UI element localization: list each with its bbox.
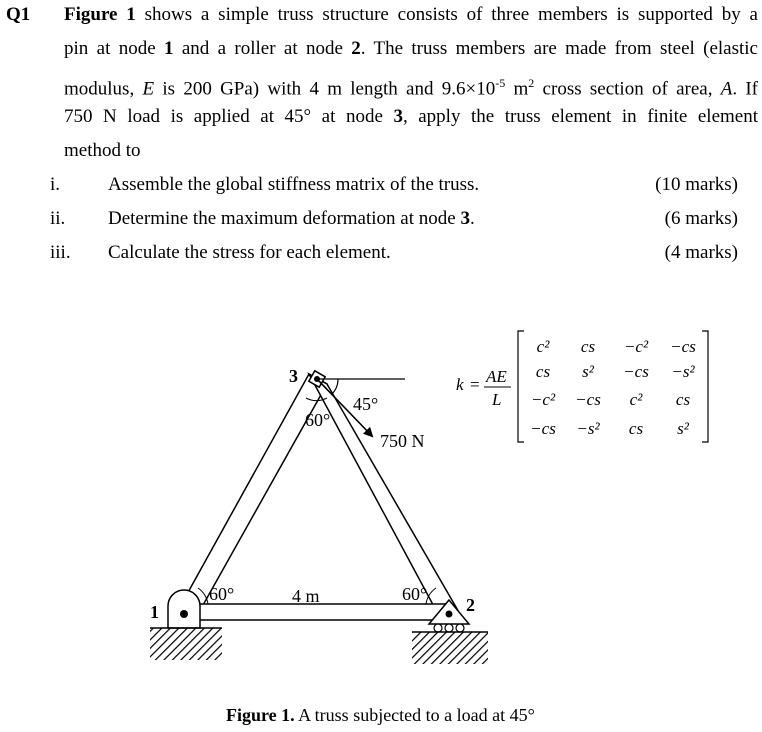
- marks-label: (10 marks): [655, 174, 738, 195]
- roman-numeral: i.: [50, 174, 61, 195]
- length-label: 4 m: [292, 586, 320, 606]
- para-line-2: [64, 34, 758, 64]
- matrix-cell-r1c1: c²: [536, 337, 550, 356]
- text-run: is 200 GPa) with 4 m length and 9.6×10: [154, 78, 496, 100]
- text-run: , apply the truss element in finite element: [402, 106, 758, 127]
- node-3-label: 3: [289, 366, 298, 386]
- figure-caption: [226, 705, 535, 726]
- matrix-cell-r4c4: s²: [677, 419, 689, 438]
- left-bracket: [518, 331, 524, 442]
- text-run: and a roller at node: [173, 38, 352, 59]
- subquestion-text: Calculate the stress for each element.: [108, 242, 391, 263]
- caption-label: Figure 1.: [226, 705, 295, 725]
- matrix-cell-r4c2: −s²: [576, 419, 600, 438]
- symbol-E: E: [142, 78, 155, 100]
- text-run: cross section of area,: [534, 78, 721, 100]
- marks-label: (6 marks): [664, 208, 738, 229]
- text-run: m: [505, 78, 529, 100]
- para-line-3: [64, 68, 758, 98]
- exponent: 2: [528, 76, 535, 90]
- matrix-denominator: L: [492, 390, 502, 409]
- matrix-cell-r1c3: −c²: [623, 337, 649, 356]
- stiffness-matrix: [456, 331, 708, 442]
- node-ref: 2: [351, 38, 361, 59]
- matrix-cells: [530, 337, 696, 438]
- para-line-5: method to: [64, 140, 141, 161]
- matrix-cell-r1c2: cs: [580, 337, 596, 356]
- member-2-3: [309, 374, 460, 614]
- matrix-cell-r2c2: s²: [582, 362, 594, 381]
- node-1-label: 1: [150, 602, 159, 622]
- matrix-cell-r4c1: −cs: [530, 419, 556, 438]
- text-run: pin at node: [64, 38, 164, 59]
- matrix-cell-r2c1: cs: [535, 362, 551, 381]
- text-run: . If: [732, 78, 759, 100]
- para-line-1: [64, 0, 758, 30]
- figure-ref: Figure 1: [64, 4, 136, 25]
- node-ref: 3: [393, 106, 403, 127]
- matrix-cell-r3c3: c²: [629, 390, 643, 409]
- node-ref: 1: [163, 38, 174, 59]
- para-line-4: [64, 102, 758, 132]
- symbol-A: A: [720, 78, 733, 100]
- matrix-cell-r2c4: −s²: [671, 362, 695, 381]
- subquestion-text: [108, 204, 475, 234]
- load-angle-label: 45°: [353, 394, 379, 414]
- node-2-label: 2: [466, 595, 475, 615]
- text-run: shows a simple truss structure consists of three members is supported by a: [135, 4, 758, 25]
- matrix-equals: =: [470, 375, 480, 394]
- angle-label-node-1: 60°: [209, 584, 235, 604]
- matrix-cell-r1c4: −cs: [670, 337, 696, 356]
- caption-text: A truss subjected to a load at 45°: [294, 705, 535, 725]
- truss-figure: [0, 280, 762, 700]
- load-label: 750 N: [380, 431, 425, 451]
- text-run: Determine the maximum deformation at node: [108, 208, 461, 229]
- matrix-cell-r4c3: cs: [628, 419, 644, 438]
- question-number: Q1: [6, 4, 31, 25]
- subquestion-ii: [50, 204, 750, 234]
- subquestion-text: Assemble the global stiffness matrix of the truss.: [108, 174, 480, 195]
- text-run: 750 N load is applied at 45° at node: [64, 106, 394, 127]
- text-run: .: [469, 208, 475, 229]
- member-1-2: [182, 604, 450, 620]
- matrix-numerator: AE: [486, 367, 507, 386]
- node-ref: 3: [460, 208, 470, 229]
- roman-numeral: iii.: [50, 242, 71, 263]
- text-run: modulus,: [64, 78, 143, 100]
- subquestion-i: [50, 170, 750, 200]
- matrix-cell-r3c4: cs: [675, 390, 691, 409]
- right-bracket: [702, 331, 708, 442]
- marks-label: (4 marks): [664, 242, 738, 263]
- matrix-lhs: k: [456, 375, 464, 394]
- angle-label-node-3: 60°: [305, 410, 331, 430]
- text-run: . The truss members are made from steel (elastic: [360, 38, 758, 59]
- matrix-cell-r3c2: −cs: [575, 390, 601, 409]
- matrix-cell-r3c1: −c²: [530, 390, 556, 409]
- exponent: -5: [495, 76, 506, 90]
- subquestion-iii: [50, 238, 750, 268]
- roman-numeral: ii.: [50, 208, 66, 229]
- matrix-cell-r2c3: −cs: [623, 362, 649, 381]
- angle-label-node-2: 60°: [402, 584, 428, 604]
